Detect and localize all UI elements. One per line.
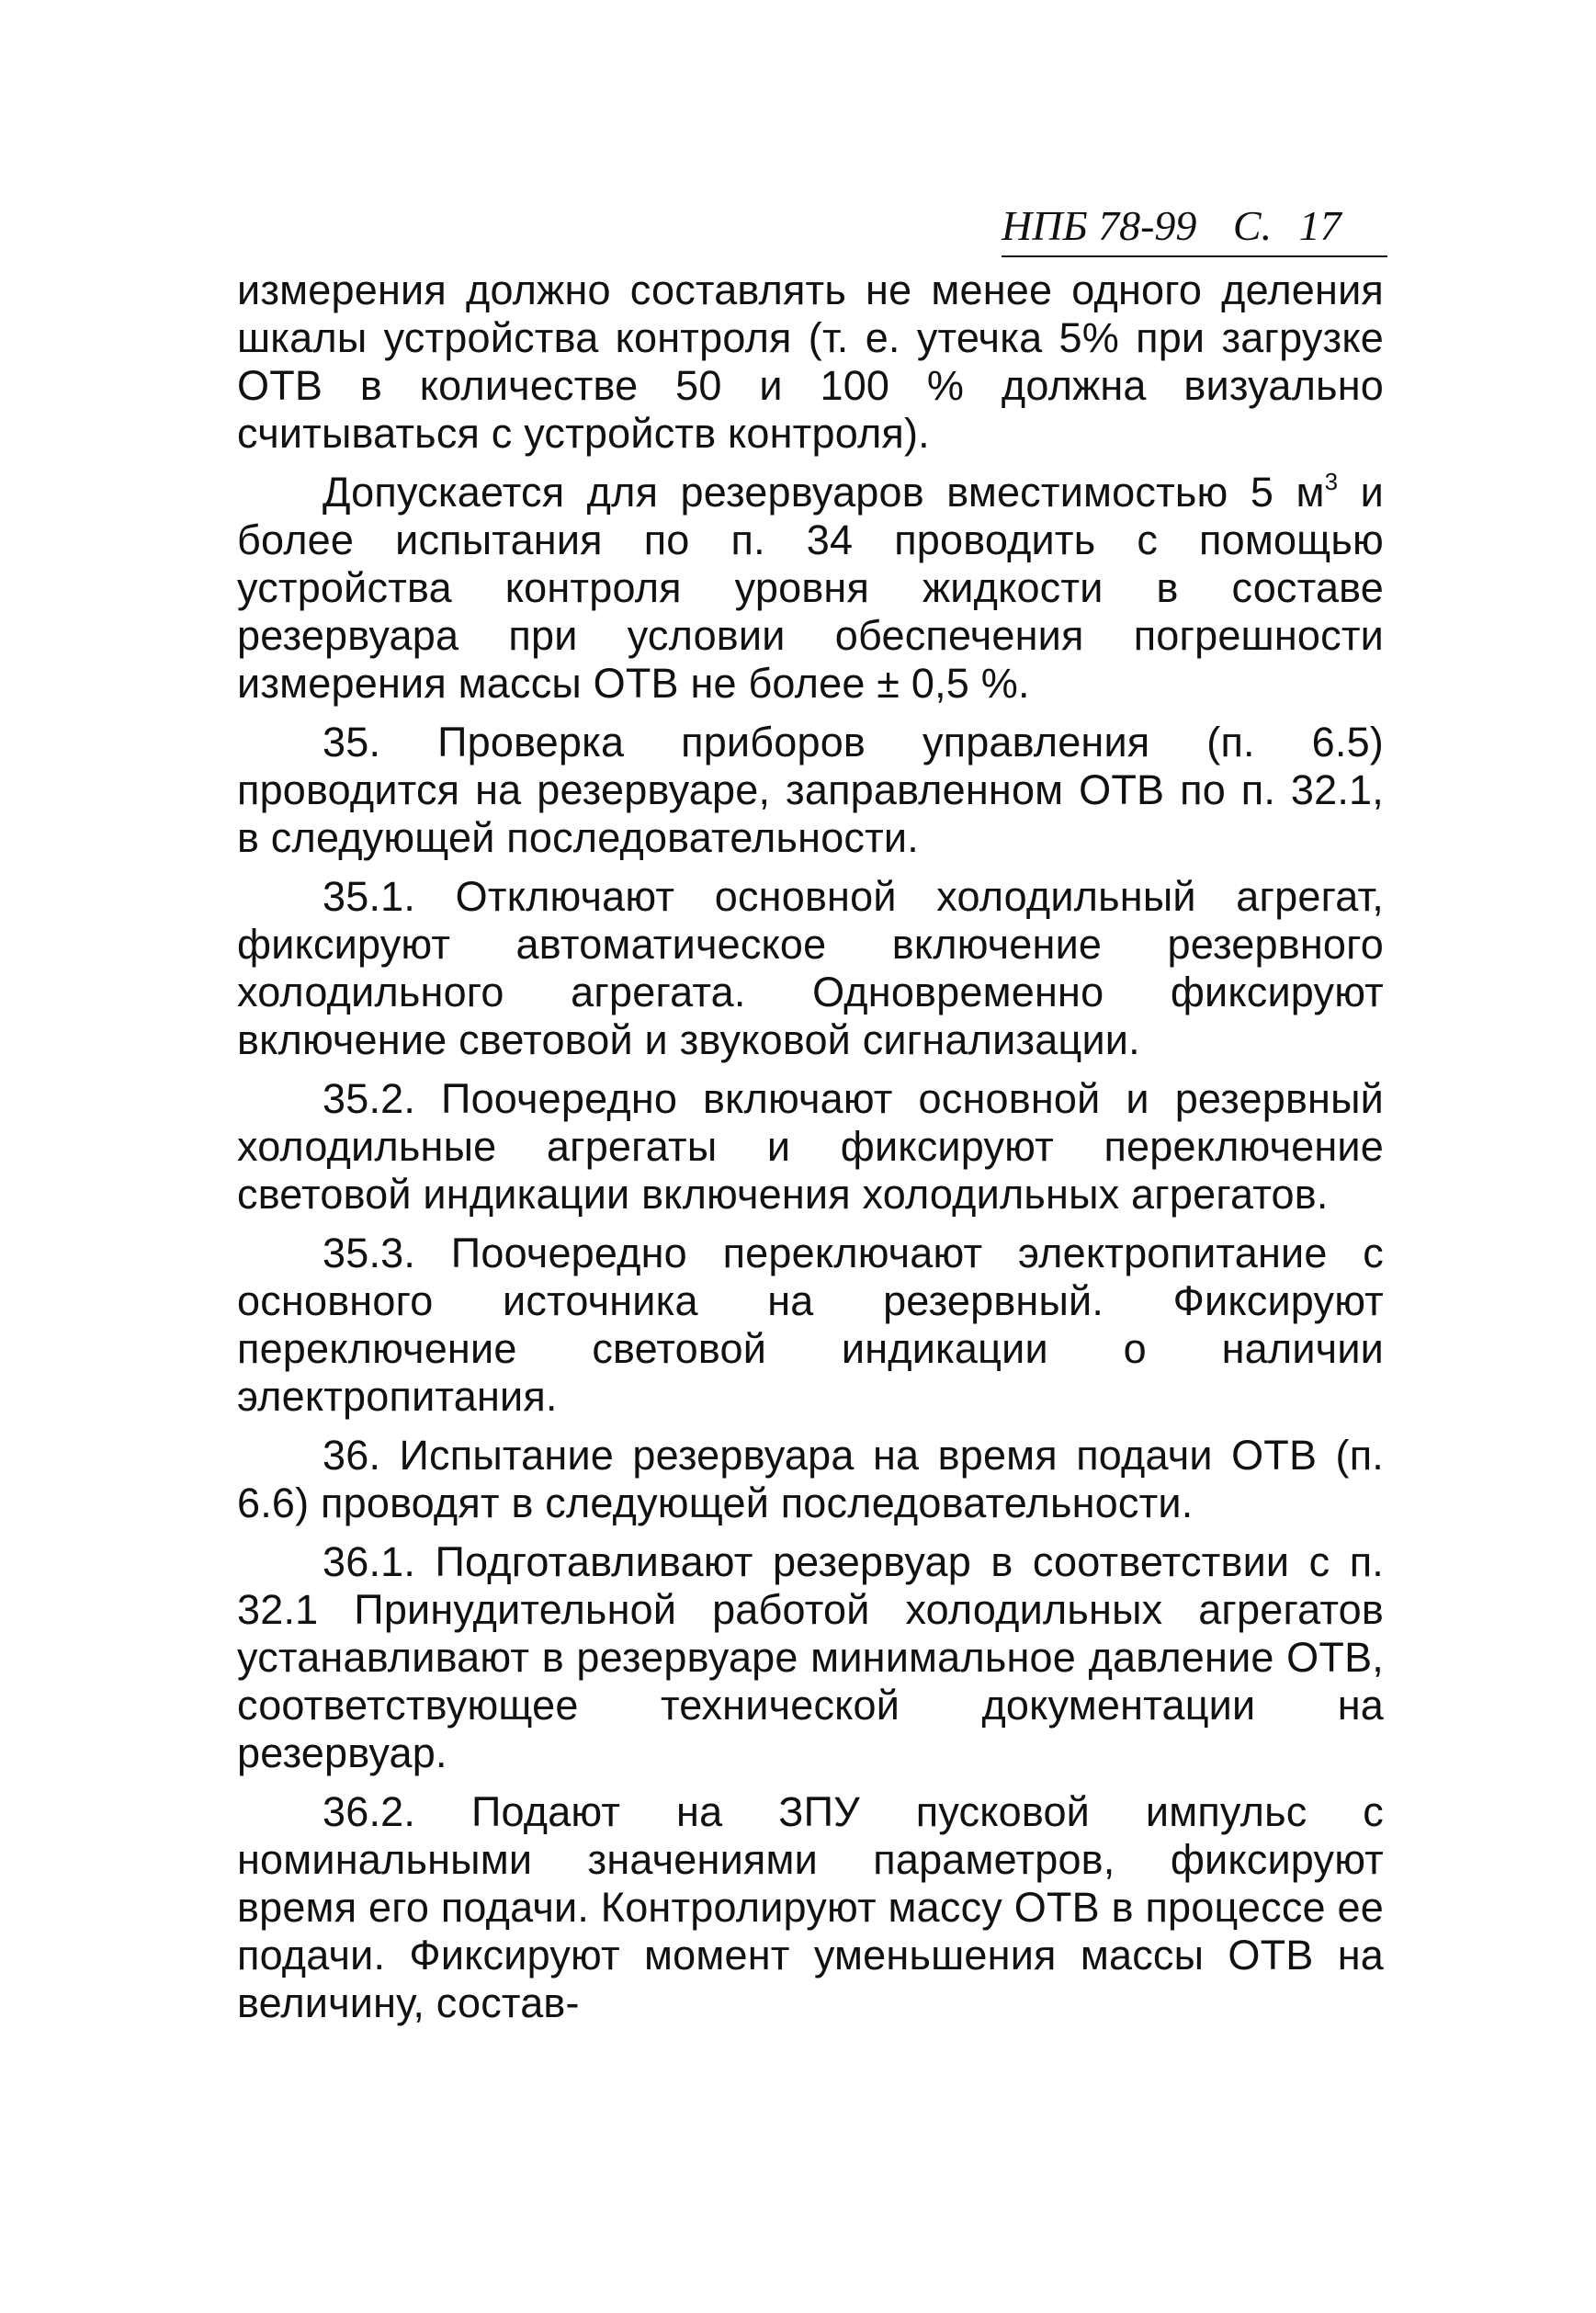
page-label: С.	[1232, 202, 1273, 249]
page-number: 17	[1298, 202, 1341, 249]
paragraph-35-3: 35.3. Поочередно переключают электропитание с основного источника на резервный. Фиксируют переключение световой индикации о наличии электропитания.	[237, 1230, 1384, 1420]
paragraph-36-1: 36.1. Подготавливают резервуар в соответствии с п. 32.1 Принудительной работой холодильных агрегатов устанавливают в резервуаре минимальное давление ОТВ, соответствующее технической документации на резервуар.	[237, 1538, 1384, 1776]
paragraph-35-1: 35.1. Отключают основной холодильный агрегат, фиксируют автоматическое включение резервного холодильного агрегата. Одновременно фиксируют включение световой и звуковой сигнализации.	[237, 873, 1384, 1063]
paragraph-text-end: и более испытания по п. 34 проводить с помощью устройства контроля уровня жидкости в составе резервуара при условии обеспечения погрешности измерения массы ОТВ не более ± 0,5 %.	[237, 469, 1385, 707]
document-code: НПБ 78-99	[1002, 202, 1197, 249]
paragraph-36-2: 36.2. Подают на ЗПУ пусковой импульс с номинальными значениями параметров, фиксируют время его подачи. Контролируют массу ОТВ в процессе ее подачи. Фиксируют момент уменьшения массы ОТВ на величину, состав-	[237, 1788, 1384, 2026]
paragraph-35: 35. Проверка приборов управления (п. 6.5) проводится на резервуаре, заправленном ОТВ по п. 32.1, в следующей последовательности.	[237, 719, 1384, 861]
paragraph-36: 36. Испытание резервуара на время подачи ОТВ (п. 6.6) проводят в следующей последовательности.	[237, 1432, 1384, 1526]
paragraph-text-start: Допускается для резервуаров вместимостью 5 м	[323, 469, 1325, 516]
superscript-exponent: 3	[1324, 468, 1339, 495]
paragraph-tank-capacity	[237, 469, 1384, 708]
paragraph-35-2: 35.2. Поочередно включают основной и резервный холодильные агрегаты и фиксируют переключение световой индикации включения холодильных агрегатов.	[237, 1075, 1384, 1218]
page-header	[1002, 200, 1387, 257]
paragraph-continuation: измерения должно составлять не менее одного деления шкалы устройства контроля (т. е. утечка 5% при загрузке ОТВ в количестве 50 и 100 % должна визуально считываться с устройств контроля).	[237, 266, 1384, 457]
body-text	[237, 266, 1384, 2038]
